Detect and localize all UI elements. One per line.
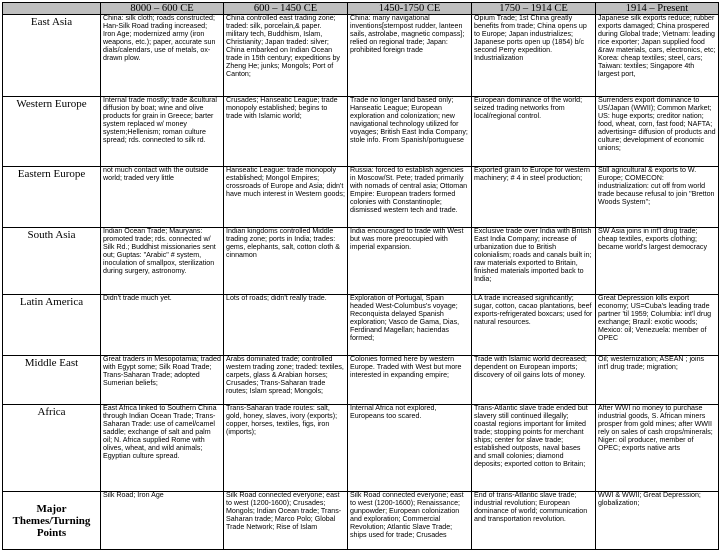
table-cell: Internal trade mostly; trade &cultural diffusion by boat; wine and olive products for grain in Greece; barter system replaced w/ money system;Hellenism; roman culture spread; rds. connected to silk rd. [101,97,224,167]
table-cell: LA trade increased significantly; sugar, cotton, cacao plantations, beef exports-refrigerated boxcars; used for natural resources. [472,295,596,356]
trade-history-sheet [2,2,719,550]
table-cell: Indian Ocean Trade; Mauryans: promoted trade; rds. connected w/ Silk Rd.; Buddhist missionaries sent out; Guptas: "Arabic" # system, inoculation of smallpox, sterilization during surgery, astronomy. [101,228,224,295]
region-label: Major Themes/Turning Points [3,492,101,550]
table-cell: China controlled east trading zone; traded: silk, porcelain,& paper. military tech, Buddhism, Islam, Christianity; Japan traded: silver; China embarked on Indian Ocean trade in 15th century; expeditions by Zheng He; junks; Mongols; Port of Canton; [224,15,348,97]
table-cell: Silk Road; Iron Age [101,492,224,550]
table-cell: Hanseatic League: trade monopoly established; Mongol Empires; crossroads of Europe and Asia; didn't have much interest in Western goods; [224,167,348,228]
table-row [3,97,719,167]
table-cell: Opium Trade; 1st China greatly benefits from trade; China opens up to Europe; Japan industrializes; Japanese ports open up (1854) b/c second Perry expedition. Industrialization [472,15,596,97]
table-cell: Great Depression kills export economy; US=Cuba's leading trade partner 'til 1959; Columbia: int'l drug exchange; Brazil: exotic woods; Mexico: oil; Venezuela: member of OPEC [596,295,719,356]
table-row [3,356,719,405]
header-period-3: 1450-1750 CE [348,3,472,15]
table-cell: Silk Road connected everyone; east to west (1200-1600); Renaissance; gunpowder; European colonization and exploration; Commercial Revolution; Atlantic Slave Trade; ships used for trade; Crusades [348,492,472,550]
table-cell: End of trans-Atlantic slave trade; industrial revolution; European dominance of world; communication and transportation revolution. [472,492,596,550]
region-label: Latin America [3,295,101,356]
table-cell: India encouraged to trade with West but was more preoccupied with imperial expansion. [348,228,472,295]
table-row [3,405,719,492]
table-cell: East Africa linked to Southern China through Indian Ocean Trade; Trans-Saharan Trade: use of camel/camel saddle; exchange of salt and palm oil; N. Africa supplied Rome with olives, wheat, and wild animals; Egyptian culture spread. [101,405,224,492]
table-row [3,228,719,295]
region-label: East Asia [3,15,101,97]
table-cell: Crusades; Hanseatic League; trade monopoly established; begins to trade with Islamic world; [224,97,348,167]
trade-table [2,2,719,550]
region-label: Middle East [3,356,101,405]
table-cell: Exploration of Portugal, Spain headed West-Columbus's voyage; Reconquista delayed Spanish exploration; Vasco de Gama, Dias, Ferdinand Magellan; haciendas formed; [348,295,472,356]
header-period-1: 8000 – 600 CE [101,3,224,15]
table-row [3,167,719,228]
table-cell: Great traders in Mesopotamia; traded with Egypt some; Silk Road Trade; Trans-Saharan Trade; adopted Sumerian beliefs; [101,356,224,405]
table-cell: WWI & WWII; Great Depression; globalization; [596,492,719,550]
table-cell: Internal Africa not explored, Europeans too scared. [348,405,472,492]
table-cell: Trade no longer land based only; Hanseatic League; European exploration and colonization; new navigational technology utilized for voyages; British East India Company; stole info. From Spanish/portuguese [348,97,472,167]
region-label: Africa [3,405,101,492]
region-label: South Asia [3,228,101,295]
table-cell: China: silk cloth; roads constructed; Han-Silk Road trading increased; Iron Age; modernized army (iron weapons, etc.); paper, accurate sun dials/calendars, use of metals, ox-drawn plow. [101,15,224,97]
table-cell: Arabs dominated trade; controlled western trading zone; traded: textiles, carpets, glass & Arabian horses; Crusades; Trans-Saharan trade routes; Islam spread; Mongols; [224,356,348,405]
table-cell: Oil; westernization; ASEAN ; joins int'l drug trade; migration; [596,356,719,405]
table-cell: Still agricultural & exports to W. Europe; COMECON: industrialization: cut off from world trade because refusal to join "Bretton Woods System"; [596,167,719,228]
table-cell: Didn't trade much yet. [101,295,224,356]
table-cell: European dominance of the world; seized trading networks from local/regional control. [472,97,596,167]
table-cell: China: many navigational inventions[sternpost rudder, lanteen sails, astrolabe, magnetic compass]; relied on regional trade; Japan: prohibited foreign trade [348,15,472,97]
table-cell: Lots of roads; didn't really trade. [224,295,348,356]
header-period-4: 1750 – 1914 CE [472,3,596,15]
table-row [3,15,719,97]
table-cell: Russia: forced to establish agencies in Moscow/St. Pete; traded primarily with nomads of central asia; Ottoman Empire: European traders formed colonies with Constantinople; dismissed western tech and trade. [348,167,472,228]
table-cell: After WWI no money to purchase industrial goods, S. African miners prosper from gold mines; after WWII rely on sales of cash crops/minerals; Niger: oil producer, member of OPEC; exports native arts [596,405,719,492]
header-period-5: 1914 – Present [596,3,719,15]
table-row [3,492,719,550]
table-cell: Trans-Atlantic slave trade ended but slavery still continued illegally; coastal regions important for limited trade; stopping points for merchant ships; center for slave trade; established outposts, naval bases and small colonies; diamond deposits; exported cotton to Britain; [472,405,596,492]
table-cell: Exported grain to Europe for western machinery; # 4 in steel production; [472,167,596,228]
table-cell: Exclusive trade over India with British East India Company; increase of urbanization due to British colonialism; roads and canals built in; raw materials exported to Britain, finished materials imported back to India; [472,228,596,295]
table-cell: Indian kingdoms controlled Middle trading zone; ports in India; trades: gems, elephants, salt, cotton cloth & cinnamon [224,228,348,295]
region-label: Eastern Europe [3,167,101,228]
table-cell: Trade with Islamic world decreased; dependent on European imports; discovery of oil gains lots of money. [472,356,596,405]
header-corner [3,3,101,15]
header-row [3,3,719,15]
table-cell: Surrenders export dominance to US/Japan (WWII); Common Market; US: huge exports; creditor nation; food, wheat, corn, fast food; NAFTA; advertising= diffusion of products and culture; development of economic unions; [596,97,719,167]
table-cell: Japanese silk exports reduce; rubber exports damaged; China prospered during Global trade; Vietnam: leading rice exporter; Japan supplied food &raw materials, cars, electronics, etc; Korea: cheap textiles; steel, cars; Taiwan: textiles; Singapore 4th largest port, [596,15,719,97]
table-row [3,295,719,356]
table-cell: Trans-Saharan trade routes: salt, gold, honey, slaves, ivory (exports); copper, horses, textiles, figs, iron (imports); [224,405,348,492]
region-label: Western Europe [3,97,101,167]
header-period-2: 600 – 1450 CE [224,3,348,15]
table-cell: Colonies formed here by western Europe. Traded with West but more interested in expanding empire; [348,356,472,405]
table-cell: Silk Road connected everyone; east to west (1200-1600); Crusades; Mongols; Indian Ocean trade; Trans-Saharan trade; Marco Polo; Global Trade Network; Rise of Islam [224,492,348,550]
table-cell: not much contact with the outside world; traded very little [101,167,224,228]
table-cell: SW Asia joins in int'l drug trade; cheap textiles, exports clothing; became world's largest democracy [596,228,719,295]
